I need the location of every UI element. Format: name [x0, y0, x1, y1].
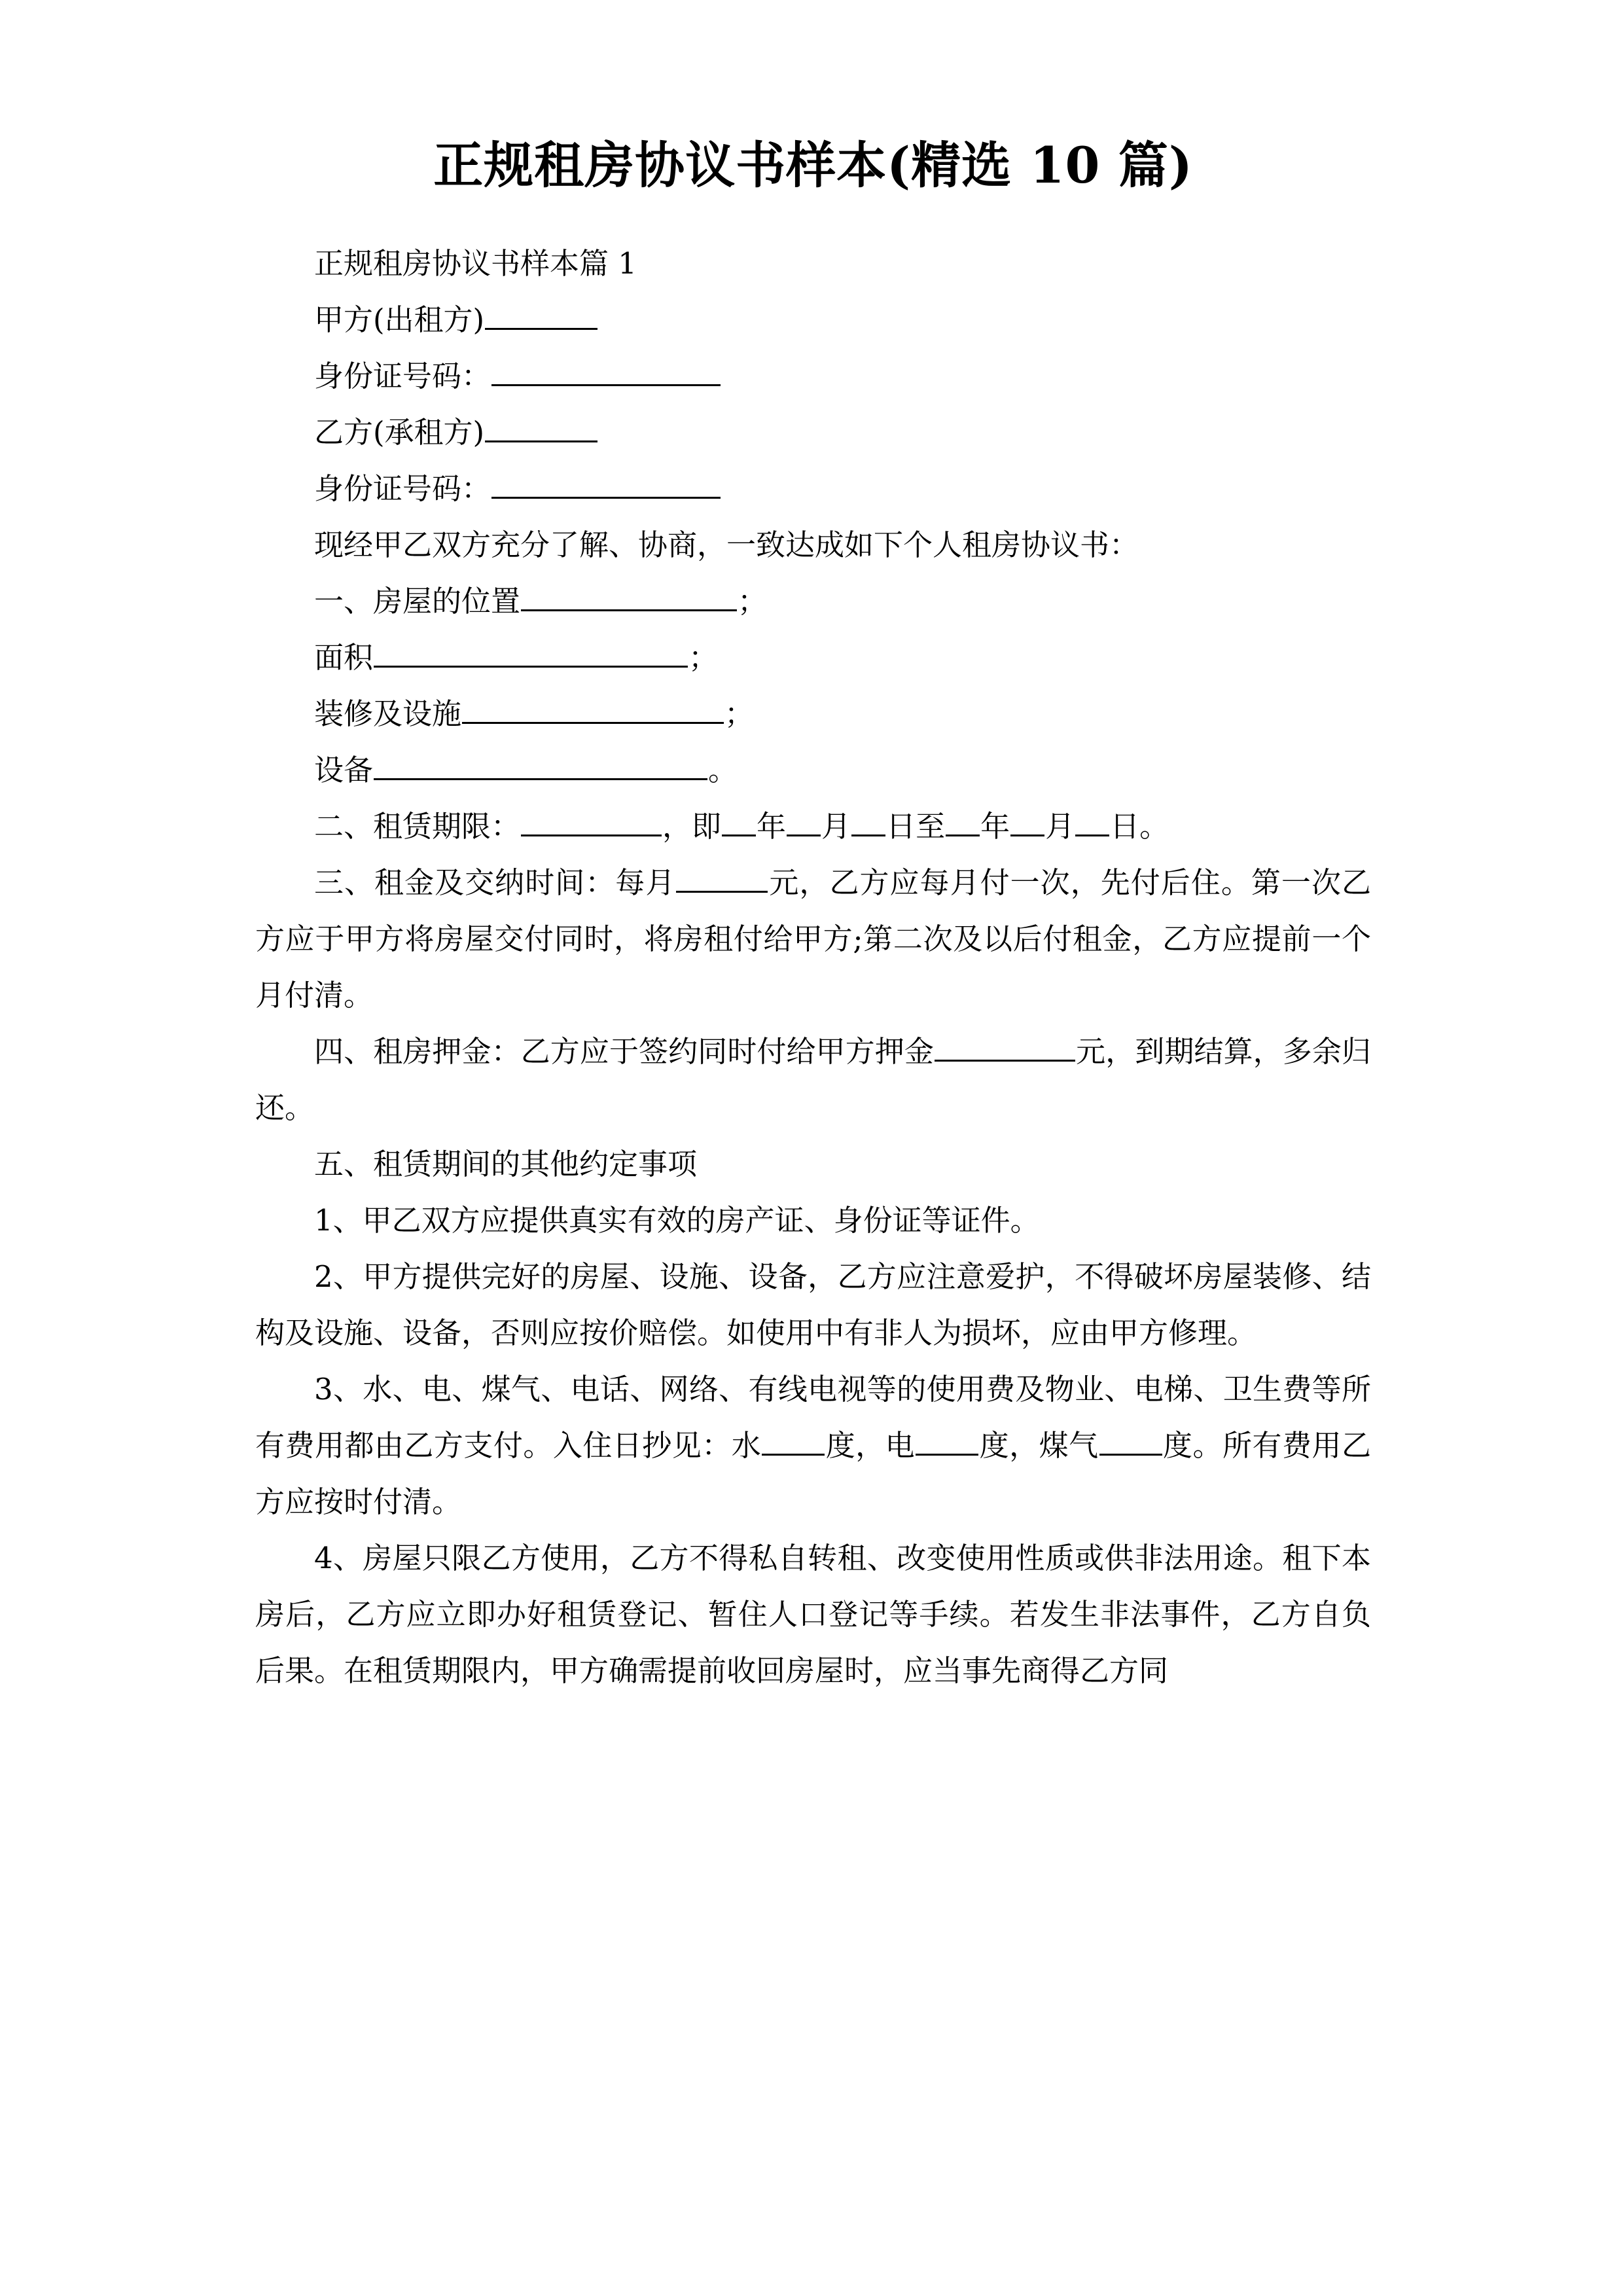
- clause-1-area-label: 面积: [314, 640, 374, 675]
- clause-3-rent-blank[interactable]: [676, 861, 768, 893]
- clause-2-term-blank[interactable]: [521, 804, 662, 836]
- clause-4-label: 四、租房押金：乙方应于签约同时付给甲方押金: [314, 1034, 935, 1069]
- clause-3-text: 元，乙方应每月付一次，先付后住。第一次乙方应于甲方将房屋交付同时，将房租付给甲方;第二次及以后付租金，乙方应提前一个月付清。: [255, 865, 1371, 1013]
- clause-5-item-3-text-c: 度，煤气: [979, 1428, 1099, 1463]
- clause-5-item-4: 4、房屋只限乙方使用，乙方不得私自转租、改变使用性质或供非法用途。租下本房后，乙方应立即办好租赁登记、暂住人口登记等手续。若发生非法事件，乙方自负后果。在租赁期限内，甲方确需提前收回房屋时，应当事先商得乙方同: [255, 1541, 1371, 1688]
- clause-2-start-month-blank[interactable]: [787, 804, 821, 836]
- clause-4-deposit-blank[interactable]: [935, 1030, 1075, 1062]
- field-id-b-label: 身份证号码：: [314, 471, 491, 506]
- section-heading: 正规租房协议书样本篇 1: [314, 246, 637, 281]
- clause-2-start-year-blank[interactable]: [722, 804, 756, 836]
- clause-1-decoration-terminator: ；: [724, 696, 755, 731]
- clause-5-item-3: [255, 1361, 1371, 1530]
- clause-5-item-3-text-a: 3、水、电、煤气、电话、网络、有线电视等的使用费及物业、电梯、卫生费等所有费用都由乙方支付。入住日抄见：水: [255, 1372, 1371, 1463]
- field-party-b-label: 乙方(承租方): [314, 415, 485, 450]
- clause-2-start-day-blank[interactable]: [851, 804, 885, 836]
- clause-1-label: 一、房屋的位置: [314, 584, 521, 619]
- clause-2-end-month-blank[interactable]: [1010, 804, 1044, 836]
- paragraph-preamble: 现经甲乙双方充分了解、协商，一致达成如下个人租房协议书：: [314, 528, 1139, 562]
- clause-1-location: [255, 573, 1371, 630]
- field-party-a: [255, 292, 1371, 348]
- clause-2-end-day-unit: 日。: [1110, 809, 1169, 844]
- clause-1-equipment: [255, 742, 1371, 798]
- electricity-meter-blank[interactable]: [916, 1424, 978, 1456]
- clause-2-end-month-unit: 月: [1045, 809, 1075, 844]
- clause-2-end-year-unit: 年: [980, 809, 1010, 844]
- clause-1-decoration-blank[interactable]: [462, 692, 724, 724]
- field-id-b: [255, 461, 1371, 517]
- clause-1-terminator: ；: [738, 584, 768, 619]
- clause-3-label: 三、租金及交纳时间：每月: [314, 865, 676, 900]
- clause-1-blank[interactable]: [521, 579, 737, 611]
- clause-1-decoration: [255, 686, 1371, 742]
- clause-1-equipment-label: 设备: [314, 753, 374, 787]
- field-party-a-label: 甲方(出租方): [314, 302, 485, 337]
- field-id-a-label: 身份证号码：: [314, 359, 491, 393]
- field-party-b: [255, 404, 1371, 461]
- clause-2-start-day-unit: 日至: [886, 809, 946, 844]
- clause-5-item-1: 1、甲乙双方应提供真实有效的房产证、身份证等证件。: [314, 1203, 1040, 1238]
- clause-4-deposit: [255, 1024, 1371, 1136]
- field-id-a: [255, 348, 1371, 404]
- field-id-b-blank[interactable]: [491, 467, 721, 499]
- clause-4-text: 元，到期结算，多余归还。: [255, 1034, 1371, 1125]
- field-party-a-blank[interactable]: [485, 298, 597, 330]
- field-id-a-blank[interactable]: [491, 354, 721, 386]
- clause-5-heading: 五、租赁期间的其他约定事项: [314, 1147, 698, 1181]
- clause-5-item-3-text-b: 度，电: [825, 1428, 916, 1463]
- clause-3-rent: [255, 855, 1371, 1024]
- page-title: 正规租房协议书样本(精选 10 篇): [433, 136, 1193, 194]
- clause-5-item-3-text-d: 度。所有费用乙方应按时付清。: [255, 1428, 1371, 1519]
- field-party-b-blank[interactable]: [485, 410, 597, 442]
- clause-1-equipment-blank[interactable]: [374, 748, 707, 780]
- clause-1-decoration-label: 装修及设施: [314, 696, 462, 731]
- clause-1-area: [255, 630, 1371, 686]
- gas-meter-blank[interactable]: [1099, 1424, 1162, 1456]
- clause-2-end-year-blank[interactable]: [946, 804, 980, 836]
- water-meter-blank[interactable]: [762, 1424, 825, 1456]
- clause-1-equipment-terminator: 。: [708, 753, 738, 787]
- clause-2-start-month-unit: 月: [821, 809, 851, 844]
- clause-2-end-day-blank[interactable]: [1075, 804, 1109, 836]
- clause-2-label: 二、租赁期限：: [314, 809, 521, 844]
- clause-1-area-blank[interactable]: [374, 636, 688, 668]
- clause-2-connector: ，即: [662, 809, 722, 844]
- clause-1-area-terminator: ；: [688, 640, 719, 675]
- clause-5-item-2: 2、甲方提供完好的房屋、设施、设备，乙方应注意爱护，不得破坏房屋装修、结构及设施、设备，否则应按价赔偿。如使用中有非人为损坏，应由甲方修理。: [255, 1259, 1371, 1350]
- clause-2-start-year-unit: 年: [757, 809, 787, 844]
- clause-2-term: [255, 798, 1371, 855]
- document-body: [255, 236, 1371, 1699]
